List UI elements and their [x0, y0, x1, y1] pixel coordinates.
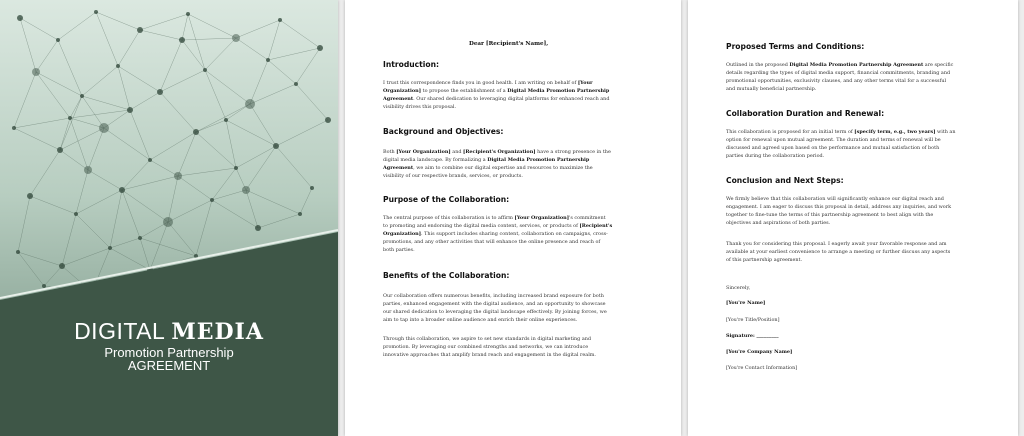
network-node — [99, 123, 109, 133]
network-node — [273, 143, 279, 149]
network-node — [266, 58, 270, 62]
benefits-heading: Benefits of the Collaboration: — [383, 271, 510, 280]
signer-name: [You're Name] — [726, 300, 766, 306]
cover-page — [0, 0, 338, 436]
terms-heading: Proposed Terms and Conditions: — [726, 42, 865, 51]
network-node — [84, 166, 92, 174]
benefits-paragraph-2: Through this collaboration, we aspire to set new standards in digital marketing and promotion. By leveraging our combined strengths and networks, we can introduce innovative approaches that amplify brand reach and engagement in the digital realm. — [383, 336, 596, 358]
network-node — [317, 45, 323, 51]
network-node — [174, 172, 182, 180]
network-node — [42, 284, 46, 288]
letter-page-2 — [688, 0, 1018, 436]
conclusion-heading: Conclusion and Next Steps: — [726, 176, 844, 185]
network-node — [138, 236, 142, 240]
network-node — [157, 89, 163, 95]
greeting: Dear [Recipient's Name], — [469, 41, 549, 47]
network-node — [137, 27, 143, 33]
network-node — [294, 82, 298, 86]
cover-title: DIGITAL MEDIA — [74, 318, 264, 345]
network-node — [59, 263, 65, 269]
network-node — [94, 10, 98, 14]
network-node — [119, 187, 125, 193]
network-node — [16, 250, 20, 254]
network-node — [245, 99, 255, 109]
company-name: [You're Company Name] — [726, 349, 793, 355]
network-node — [278, 18, 282, 22]
benefits-paragraph-1: Our collaboration offers numerous benefits, including increased brand exposure for both parties, enhanced engagement with the digital audience, and an opportunity to showcase our shared dedication to leveraging the digital landscape effectively. By joining forces, we aim to tap into a broader online audience and enrich their online experiences. — [383, 293, 607, 323]
network-node — [56, 38, 60, 42]
duration-paragraph: This collaboration is proposed for an initial term of [specify term, e.g., two years] with an option for renewal upon mutual agreement. The duration and terms of renewal will be discussed and agreed upon based on the performance and mutual satisfaction of both parties during the collaboration period. — [726, 129, 956, 159]
network-node — [298, 212, 302, 216]
network-node — [234, 166, 238, 170]
network-node — [224, 118, 228, 122]
terms-paragraph: Outlined in the proposed Digital Media Promotion Partnership Agreement are specific details regarding the types of digital media support, financial commitments, branding and promotional opportunities, exclusivity clauses, and any other terms vital for a successful and mutually beneficial partnership. — [726, 62, 954, 92]
signer-title: [You're Title/Position] — [726, 317, 780, 323]
network-node — [127, 107, 133, 113]
network-node — [116, 64, 120, 68]
cover-subtitle-agreement: AGREEMENT — [127, 358, 211, 373]
background-heading: Background and Objectives: — [383, 127, 504, 136]
background-paragraph: Both [Your Organization] and [Recipient's Organization] have a strong presence in the digital media landscape. By formalizing a Digital Media Promotion Partnership Agreement, we aim to combine our digital expertise and resources to maximize the visibility of our respective brands, services, or products. — [383, 149, 611, 179]
intro-heading: Introduction: — [383, 60, 440, 69]
network-node — [17, 15, 23, 21]
signature-line: Signature: _________ — [726, 333, 779, 339]
cover-subtitle: Promotion Partnership — [104, 345, 234, 360]
network-node — [203, 68, 207, 72]
network-node — [193, 129, 199, 135]
network-node — [27, 193, 33, 199]
network-node — [186, 12, 190, 16]
intro-paragraph: I trust this correspondence finds you in good health. I am writing on behalf of [Your Organization] to propose the establishment of a Digital Media Promotion Partnership Agreement. Our shared dedication to leveraging digital platforms for enhanced reach and visibility drives this proposal. — [383, 80, 610, 110]
network-node — [108, 246, 112, 250]
network-node — [255, 225, 261, 231]
network-node — [68, 116, 72, 120]
network-node — [325, 117, 331, 123]
purpose-paragraph: The central purpose of this collaboration is to affirm [Your Organization]'s commitment to promoting and endorsing the digital media content, services, or products of [Recipient's Organization]. This support includes sharing content, collaboration on campaigns, cross- promotions, and any other activities that will enhance the online presence and reach of both parties. — [383, 215, 613, 253]
letter-page-1 — [345, 0, 681, 436]
network-node — [163, 217, 173, 227]
network-node — [74, 212, 78, 216]
network-node — [242, 186, 250, 194]
network-node — [210, 198, 214, 202]
conclusion-paragraph-2: Thank you for considering this proposal. I eagerly await your favorable response and am available at your earliest convenience to arrange a meeting or further discuss any aspects of this partnership agreement. — [726, 241, 951, 263]
network-node — [80, 94, 84, 98]
network-node — [57, 147, 63, 153]
duration-heading: Collaboration Duration and Renewal: — [726, 109, 885, 118]
network-node — [12, 126, 16, 130]
network-node — [148, 158, 152, 162]
contact-info: [You're Contact Information] — [726, 365, 798, 371]
sincerely: Sincerely, — [726, 285, 751, 291]
purpose-heading: Purpose of the Collaboration: — [383, 195, 510, 204]
network-node — [179, 37, 185, 43]
network-node — [310, 186, 314, 190]
network-node — [32, 68, 40, 76]
network-node — [232, 34, 240, 42]
conclusion-paragraph-1: We firmly believe that this collaboration will significantly enhance our digital reach and engagement. I am eager to discuss this proposal in detail, address any inquiries, and work together to fine-tune the terms of this partnership agreement to best align with the objectives and aspirations of both parties. — [726, 196, 952, 226]
